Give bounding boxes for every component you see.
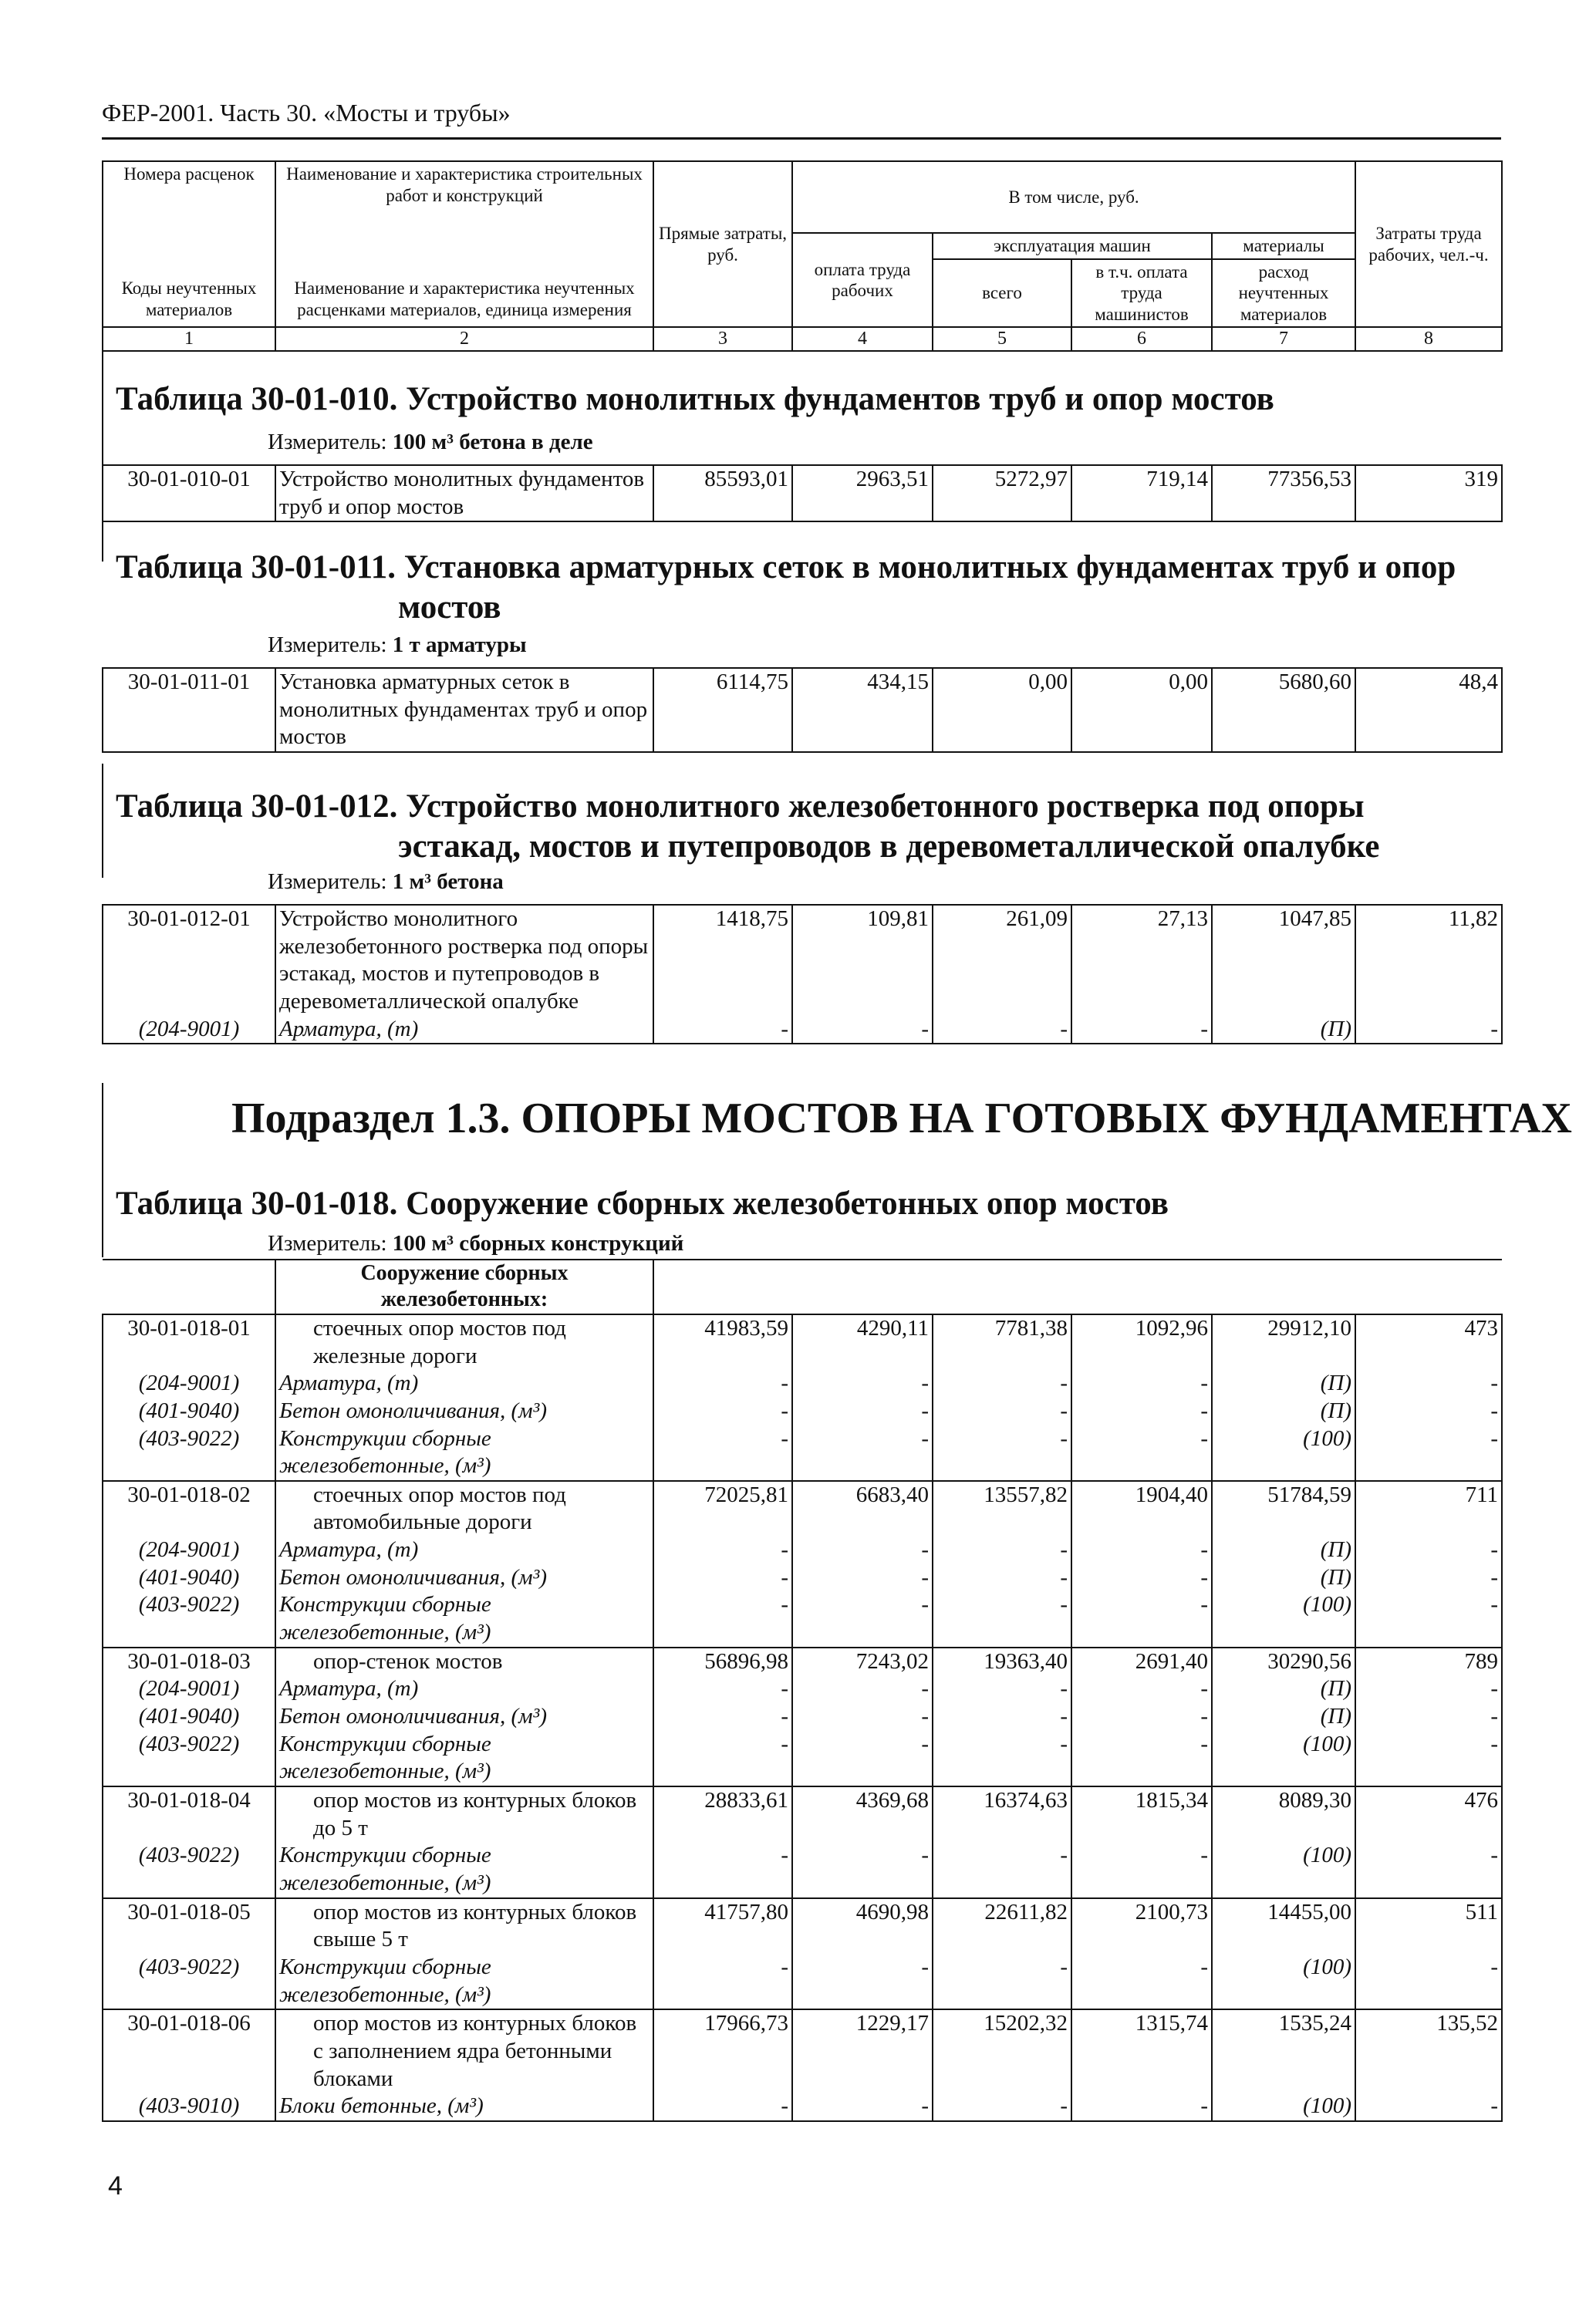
material-row (103, 1954, 1502, 2009)
operators-cost: - (1071, 1591, 1212, 1647)
direct-cost: 72025,81 (653, 1481, 792, 1536)
material-row (103, 1370, 1502, 1398)
header-col1-top: Номера расценок (103, 161, 275, 233)
rate-code: 30-01-012-01 (103, 905, 275, 1016)
direct-cost: - (653, 1425, 792, 1481)
labor-hours: 476 (1355, 1786, 1502, 1842)
material-code: (403-9022) (103, 1591, 275, 1647)
material-row (103, 1425, 1502, 1481)
materials-cost: (100) (1212, 1591, 1355, 1647)
materials-cost: 8089,30 (1212, 1786, 1355, 1842)
rate-code: 30-01-018-01 (103, 1314, 275, 1370)
rate-code: 30-01-018-02 (103, 1481, 275, 1536)
materials-cost: (П) (1212, 1370, 1355, 1398)
material-name: Арматура, (т) (275, 1536, 653, 1564)
material-row (103, 1591, 1502, 1647)
rate-name: Устройство монолитного железобетонного ростверка под опоры эстакад, мостов и путепроводов в деревометаллической опалубке (275, 905, 653, 1016)
labor-hours: - (1355, 1016, 1502, 1044)
direct-cost: 56896,98 (653, 1648, 792, 1676)
operators-cost: - (1071, 1954, 1212, 2009)
column-number: 2 (275, 327, 653, 351)
labor-cost: - (792, 1842, 933, 1897)
table-title-text: Таблица 30-01-018. Сооружение сборных железобетонных опор мостов (116, 1186, 1169, 1222)
material-code: (401-9040) (103, 1564, 275, 1592)
subsection-title: Подраздел 1.3. ОПОРЫ МОСТОВ НА ГОТОВЫХ ФУНДАМЕНТАХ (231, 1095, 1572, 1142)
materials-cost: (100) (1212, 1425, 1355, 1481)
header-col3: Прямые затраты, руб. (653, 161, 792, 327)
operators-cost: 0,00 (1071, 668, 1212, 752)
rates-table (102, 904, 1503, 1044)
material-code: (204-9001) (103, 1016, 275, 1044)
materials-cost: (П) (1212, 1675, 1355, 1703)
column-number: 3 (653, 327, 792, 351)
operators-cost: - (1071, 1675, 1212, 1703)
labor-hours: - (1355, 1536, 1502, 1564)
header-col2-bottom: Наименование и характеристика неучтенных расценками материалов, единица измерения (275, 233, 653, 327)
material-name: Арматура, (т) (275, 1016, 653, 1044)
material-code: (204-9001) (103, 1675, 275, 1703)
operators-cost: - (1071, 1731, 1212, 1786)
labor-cost: - (792, 1425, 933, 1481)
direct-cost: 6114,75 (653, 668, 792, 752)
materials-cost: (П) (1212, 1398, 1355, 1425)
rates-table (102, 464, 1503, 522)
material-name: Конструкции сборные железобетонные, (м³) (275, 1954, 653, 2009)
material-name: Бетон омоноличивания, (м³) (275, 1398, 653, 1425)
labor-cost: - (792, 1536, 933, 1564)
measure-value: 1 м³ бетона (392, 869, 504, 894)
rate-code: 30-01-018-03 (103, 1648, 275, 1676)
labor-cost: 7243,02 (792, 1648, 933, 1676)
operators-cost: 1904,40 (1071, 1481, 1212, 1536)
direct-cost: 28833,61 (653, 1786, 792, 1842)
header-col5: всего (933, 259, 1071, 328)
measure-value: 100 м³ бетона в деле (392, 430, 593, 454)
materials-cost: (100) (1212, 2093, 1355, 2121)
material-code: (204-9001) (103, 1536, 275, 1564)
rate-code: 30-01-018-05 (103, 1898, 275, 1954)
direct-cost: 1418,75 (653, 905, 792, 1016)
materials-cost: 14455,00 (1212, 1898, 1355, 1954)
machines-cost: 261,09 (933, 905, 1071, 1016)
direct-cost: - (653, 1370, 792, 1398)
measure-prefix: Измеритель: (268, 632, 393, 657)
labor-hours: - (1355, 1591, 1502, 1647)
material-name: Конструкции сборные железобетонные, (м³) (275, 1731, 653, 1786)
rate-name: Установка арматурных сеток в монолитных фундаментах труб и опор мостов (275, 668, 653, 752)
operators-cost: 1315,74 (1071, 2009, 1212, 2093)
operators-cost: - (1071, 1370, 1212, 1398)
labor-cost: 4369,68 (792, 1786, 933, 1842)
direct-cost: - (653, 1536, 792, 1564)
labor-hours: - (1355, 2093, 1502, 2121)
operators-cost: 27,13 (1071, 905, 1212, 1016)
header-group-materials: материалы (1212, 233, 1355, 259)
header-col7: расход неучтенных материалов (1212, 259, 1355, 328)
operators-cost: - (1071, 1842, 1212, 1897)
material-code: (204-9001) (103, 1370, 275, 1398)
material-row (103, 1731, 1502, 1786)
machines-cost: 5272,97 (933, 465, 1071, 521)
material-code: (403-9022) (103, 1731, 275, 1786)
materials-cost: (П) (1212, 1703, 1355, 1731)
table-measure (268, 632, 527, 658)
machines-cost: - (933, 1564, 1071, 1592)
materials-cost: 29912,10 (1212, 1314, 1355, 1370)
column-header-table (102, 160, 1503, 352)
labor-cost: - (792, 2093, 933, 2121)
rate-name: опор-стенок мостов (275, 1648, 653, 1676)
table-row (103, 2009, 1502, 2093)
direct-cost: - (653, 2093, 792, 2121)
labor-cost: - (792, 1398, 933, 1425)
rate-name: стоечных опор мостов под автомобильные дороги (275, 1481, 653, 1536)
labor-cost: 4690,98 (792, 1898, 933, 1954)
operators-cost: - (1071, 1425, 1212, 1481)
table-row (103, 1314, 1502, 1370)
operators-cost: 719,14 (1071, 465, 1212, 521)
materials-cost: (П) (1212, 1016, 1355, 1044)
table-title (116, 1184, 1169, 1224)
labor-cost: 109,81 (792, 905, 933, 1016)
material-name: Конструкции сборные железобетонные, (м³) (275, 1425, 653, 1481)
machines-cost: - (933, 1591, 1071, 1647)
labor-hours: - (1355, 1675, 1502, 1703)
rate-code: 30-01-011-01 (103, 668, 275, 752)
table-title-text: Таблица 30-01-010. Устройство монолитных фундаментов труб и опор мостов (116, 381, 1274, 417)
rate-name: стоечных опор мостов под железные дороги (275, 1314, 653, 1370)
material-row (103, 1398, 1502, 1425)
material-code: (401-9040) (103, 1703, 275, 1731)
labor-hours: 11,82 (1355, 905, 1502, 1016)
labor-cost: - (792, 1675, 933, 1703)
table-measure (268, 1231, 683, 1257)
material-name: Блоки бетонные, (м³) (275, 2093, 653, 2121)
left-border-line (102, 1083, 103, 1257)
machines-cost: 0,00 (933, 668, 1071, 752)
labor-hours: 789 (1355, 1648, 1502, 1676)
material-name: Бетон омоноличивания, (м³) (275, 1564, 653, 1592)
measure-prefix: Измеритель: (268, 430, 393, 454)
operators-cost: 1092,96 (1071, 1314, 1212, 1370)
column-number: 4 (792, 327, 933, 351)
labor-hours: - (1355, 1842, 1502, 1897)
material-name: Арматура, (т) (275, 1675, 653, 1703)
table-title-text: Таблица 30-01-012. Устройство монолитного железобетонного ростверка под опоры (116, 788, 1365, 825)
machines-cost: - (933, 1398, 1071, 1425)
table-title (116, 787, 1379, 868)
labor-cost: - (792, 1591, 933, 1647)
machines-cost: - (933, 1842, 1071, 1897)
operators-cost: - (1071, 2093, 1212, 2121)
table-row (103, 1786, 1502, 1842)
table-row (103, 1898, 1502, 1954)
direct-cost: 41983,59 (653, 1314, 792, 1370)
materials-cost: 1535,24 (1212, 2009, 1355, 2093)
direct-cost: - (653, 1731, 792, 1786)
labor-hours: 48,4 (1355, 668, 1502, 752)
labor-hours: - (1355, 1370, 1502, 1398)
operators-cost: - (1071, 1398, 1212, 1425)
labor-hours: - (1355, 1398, 1502, 1425)
machines-cost: - (933, 1954, 1071, 2009)
column-number: 6 (1071, 327, 1212, 351)
material-name: Конструкции сборные железобетонные, (м³) (275, 1591, 653, 1647)
header-col4: оплата труда рабочих (792, 233, 933, 327)
machines-cost: 13557,82 (933, 1481, 1071, 1536)
table-title-continuation: мостов (398, 589, 501, 626)
labor-cost: - (792, 1703, 933, 1731)
material-row (103, 2093, 1502, 2121)
table-row (103, 905, 1502, 1016)
machines-cost: 7781,38 (933, 1314, 1071, 1370)
labor-cost: - (792, 1564, 933, 1592)
header-rule (102, 137, 1501, 140)
column-number: 5 (933, 327, 1071, 351)
labor-hours: - (1355, 1731, 1502, 1786)
rates-table (102, 667, 1503, 753)
measure-prefix: Измеритель: (268, 1231, 393, 1256)
table-measure (268, 869, 504, 895)
measure-value: 100 м³ сборных конструкций (392, 1231, 684, 1256)
left-border-line (102, 521, 103, 562)
materials-cost: 1047,85 (1212, 905, 1355, 1016)
rate-name: опор мостов из контурных блоков с заполнением ядра бетонными блоками (275, 2009, 653, 2093)
machines-cost: - (933, 1425, 1071, 1481)
materials-cost: 77356,53 (1212, 465, 1355, 521)
direct-cost: - (653, 1016, 792, 1044)
machines-cost: - (933, 1370, 1071, 1398)
operators-cost: - (1071, 1536, 1212, 1564)
header-col6: в т.ч. оплата труда машинистов (1071, 259, 1212, 328)
column-number: 8 (1355, 327, 1502, 351)
table-title (116, 548, 1456, 629)
machines-cost: - (933, 1016, 1071, 1044)
machines-cost: 16374,63 (933, 1786, 1071, 1842)
direct-cost: 17966,73 (653, 2009, 792, 2093)
labor-hours: 319 (1355, 465, 1502, 521)
machines-cost: 22611,82 (933, 1898, 1071, 1954)
group-header: Сооружение сборных железобетонных: (275, 1260, 653, 1314)
materials-cost: (100) (1212, 1731, 1355, 1786)
materials-cost: (100) (1212, 1842, 1355, 1897)
material-row (103, 1675, 1502, 1703)
operators-cost: - (1071, 1564, 1212, 1592)
material-row (103, 1564, 1502, 1592)
table-title-continuation: эстакад, мостов и путепроводов в деревометаллической опалубке (398, 828, 1380, 865)
header-col1-bottom: Коды неучтенных материалов (103, 233, 275, 327)
material-row (103, 1703, 1502, 1731)
rates-table (102, 1259, 1503, 2122)
direct-cost: - (653, 1398, 792, 1425)
material-code: (401-9040) (103, 1398, 275, 1425)
left-border-line (102, 352, 103, 464)
rate-code: 30-01-018-06 (103, 2009, 275, 2093)
labor-cost: 6683,40 (792, 1481, 933, 1536)
material-code: (403-9022) (103, 1954, 275, 2009)
table-row (103, 1648, 1502, 1676)
labor-hours: 135,52 (1355, 2009, 1502, 2093)
materials-cost: (100) (1212, 1954, 1355, 2009)
labor-cost: - (792, 1731, 933, 1786)
table-row (103, 1481, 1502, 1536)
direct-cost: 85593,01 (653, 465, 792, 521)
labor-hours: - (1355, 1703, 1502, 1731)
material-row (103, 1842, 1502, 1897)
labor-cost: 434,15 (792, 668, 933, 752)
labor-cost: 4290,11 (792, 1314, 933, 1370)
labor-hours: - (1355, 1425, 1502, 1481)
labor-hours: - (1355, 1954, 1502, 2009)
table-measure (268, 430, 593, 455)
labor-hours: 511 (1355, 1898, 1502, 1954)
direct-cost: - (653, 1954, 792, 2009)
direct-cost: 41757,80 (653, 1898, 792, 1954)
left-border-line (102, 764, 103, 878)
labor-cost: 1229,17 (792, 2009, 933, 2093)
machines-cost: 19363,40 (933, 1648, 1071, 1676)
table-title-text: Таблица 30-01-011. Установка арматурных сеток в монолитных фундаментах труб и опор (116, 549, 1456, 585)
machines-cost: 15202,32 (933, 2009, 1071, 2093)
machines-cost: - (933, 1536, 1071, 1564)
header-group-machines: эксплуатация машин (933, 233, 1212, 259)
rate-code: 30-01-010-01 (103, 465, 275, 521)
operators-cost: 2100,73 (1071, 1898, 1212, 1954)
material-name: Бетон омоноличивания, (м³) (275, 1703, 653, 1731)
material-code: (403-9022) (103, 1842, 275, 1897)
materials-cost: (П) (1212, 1564, 1355, 1592)
material-name: Арматура, (т) (275, 1370, 653, 1398)
direct-cost: - (653, 1564, 792, 1592)
labor-cost: - (792, 1016, 933, 1044)
labor-cost: - (792, 1954, 933, 2009)
column-number: 1 (103, 327, 275, 351)
operators-cost: 2691,40 (1071, 1648, 1212, 1676)
direct-cost: - (653, 1675, 792, 1703)
material-row (103, 1536, 1502, 1564)
direct-cost: - (653, 1703, 792, 1731)
table-row (103, 668, 1502, 752)
materials-cost: 30290,56 (1212, 1648, 1355, 1676)
column-number: 7 (1212, 327, 1355, 351)
material-code: (403-9022) (103, 1425, 275, 1481)
rate-code: 30-01-018-04 (103, 1786, 275, 1842)
labor-hours: 473 (1355, 1314, 1502, 1370)
material-name: Конструкции сборные железобетонные, (м³) (275, 1842, 653, 1897)
header-col8: Затраты труда рабочих, чел.-ч. (1355, 161, 1502, 327)
measure-prefix: Измеритель: (268, 869, 393, 894)
machines-cost: - (933, 2093, 1071, 2121)
labor-hours: - (1355, 1564, 1502, 1592)
labor-cost: 2963,51 (792, 465, 933, 521)
labor-cost: - (792, 1370, 933, 1398)
table-row (103, 465, 1502, 521)
group-header-row (103, 1260, 1502, 1314)
labor-hours: 711 (1355, 1481, 1502, 1536)
header-col2-top: Наименование и характеристика строительных работ и конструкций (275, 161, 653, 233)
direct-cost: - (653, 1591, 792, 1647)
material-row (103, 1016, 1502, 1044)
table-title (116, 379, 1274, 420)
page-number: 4 (108, 2171, 123, 2201)
operators-cost: - (1071, 1703, 1212, 1731)
material-code: (403-9010) (103, 2093, 275, 2121)
running-header: ФЕР-2001. Часть 30. «Мосты и трубы» (102, 99, 511, 126)
rate-name: опор мостов из контурных блоков свыше 5 т (275, 1898, 653, 1954)
rates-table-body (103, 1314, 1502, 2121)
materials-cost: 5680,60 (1212, 668, 1355, 752)
measure-value: 1 т арматуры (392, 632, 527, 657)
direct-cost: - (653, 1842, 792, 1897)
materials-cost: 51784,59 (1212, 1481, 1355, 1536)
materials-cost: (П) (1212, 1536, 1355, 1564)
machines-cost: - (933, 1731, 1071, 1786)
operators-cost: 1815,34 (1071, 1786, 1212, 1842)
rate-name: Устройство монолитных фундаментов труб и опор мостов (275, 465, 653, 521)
operators-cost: - (1071, 1016, 1212, 1044)
machines-cost: - (933, 1703, 1071, 1731)
header-group-incl: В том числе, руб. (792, 161, 1355, 233)
rate-name: опор мостов из контурных блоков до 5 т (275, 1786, 653, 1842)
machines-cost: - (933, 1675, 1071, 1703)
